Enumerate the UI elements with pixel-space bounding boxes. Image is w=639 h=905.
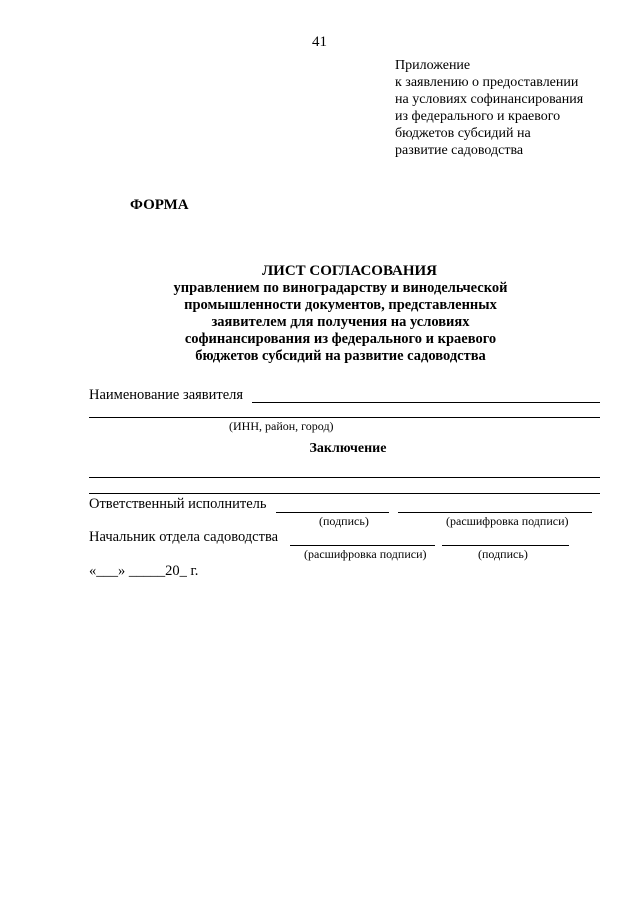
appendix-line: бюджетов субсидий на	[395, 126, 531, 141]
appendix-line: из федерального и краевого	[395, 109, 561, 124]
head-signature-line[interactable]	[442, 545, 569, 546]
responsible-decoding-line[interactable]	[398, 512, 592, 513]
head-signature-caption: (подпись)	[478, 547, 528, 561]
responsible-signature-caption: (подпись)	[319, 514, 369, 528]
responsible-decoding-caption: (расшифровка подписи)	[446, 514, 569, 528]
title-line: бюджетов субсидий на развитие садоводства	[195, 348, 486, 364]
date-line[interactable]: «___» _____20_ г.	[89, 563, 199, 579]
appendix-note	[395, 57, 583, 159]
appendix-line: на условиях софинансирования	[395, 92, 584, 107]
applicant-label: Наименование заявителя	[89, 387, 244, 403]
title-line: промышленности документов, представленных	[184, 297, 497, 313]
appendix-line: Приложение	[395, 58, 471, 73]
title-line: софинансирования из федерального и краевого	[184, 331, 497, 347]
conclusion-field-line-2[interactable]	[89, 493, 600, 494]
head-label: Начальник отдела садоводства	[89, 529, 279, 545]
responsible-signature-line[interactable]	[276, 512, 389, 513]
title-main: ЛИСТ СОГЛАСОВАНИЯ	[261, 263, 438, 279]
conclusion-field-line[interactable]	[89, 477, 600, 478]
applicant-field-line[interactable]	[252, 402, 600, 403]
title-line: управлением по виноградарству и винодельческой	[173, 280, 508, 296]
applicant-caption: (ИНН, район, город)	[229, 419, 334, 433]
responsible-label: Ответственный исполнитель	[89, 496, 267, 512]
document-title	[0, 263, 639, 365]
conclusion-heading: Заключение	[309, 441, 387, 456]
head-decoding-line[interactable]	[290, 545, 435, 546]
title-line: заявителем для получения на условиях	[211, 314, 470, 330]
page-number: 41	[312, 34, 327, 50]
applicant-field-line-2[interactable]	[89, 417, 600, 418]
form-label: ФОРМА	[130, 197, 189, 213]
appendix-line: развитие садоводства	[395, 143, 524, 158]
head-decoding-caption: (расшифровка подписи)	[304, 547, 427, 561]
appendix-line: к заявлению о предоставлении	[395, 75, 579, 90]
